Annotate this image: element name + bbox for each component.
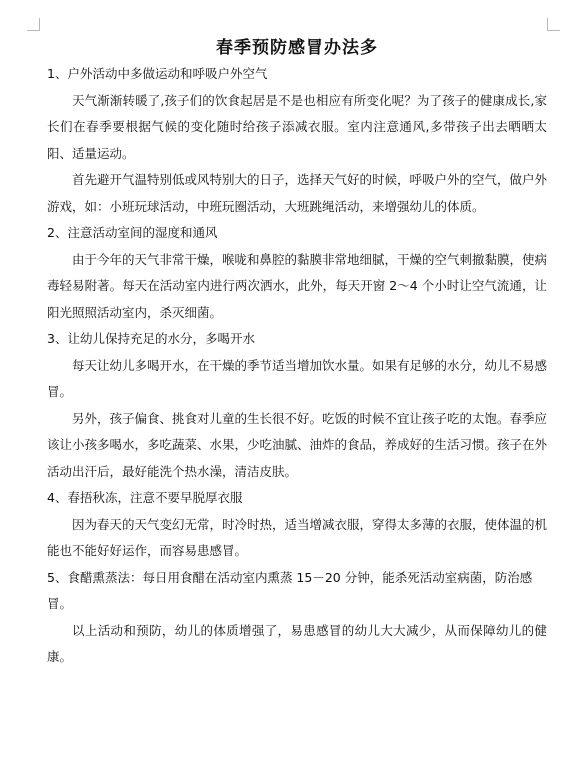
paragraph: 因为春天的天气变幻无常，时冷时热，适当增减衣服，穿得太多薄的衣服，使体温的机能也不能好好运作，而容易患感冒。 (47, 516, 548, 558)
paragraph: 由于今年的天气非常干燥，喉咙和鼻腔的黏膜非常地细腻，干燥的空气刺撤黏膜，使病毒轻易附著。每天在活动室内进行两次洒水，此外，每天开窗 2～4 个小时让空气流通，让阳光照照活动室内，杀灭细菌。 (47, 251, 548, 320)
document-title: 春季预防感冒办法多 (216, 38, 378, 58)
paragraph: 天气渐渐转暖了,孩子们的饮食起居是不是也相应有所变化呢？为了孩子的健康成长,家长们在春季要根据气候的变化随时给孩子添减衣服。室内注意通风,多带孩子出去晒晒太阳、适量运动。 (47, 92, 547, 161)
section-heading: 3、让幼儿保持充足的水分，多喝开水 (47, 331, 255, 346)
document-body (47, 35, 547, 671)
section-heading: 5、食醋熏蒸法：每日用食醋在活动室内熏蒸 15－20 分钟，能杀死活动室病菌，防治感冒。 (47, 569, 533, 611)
paragraph: 首先避开气温特别低或风特别大的日子，选择天气好的时候，呼吸户外的空气，做户外游戏，如：小班玩球活动，中班玩圈活动，大班跳绳活动，来增强幼儿的体质。 (47, 172, 548, 214)
crop-mark-top-right (547, 18, 560, 31)
crop-mark-top-left (27, 18, 40, 31)
section-heading: 2、注意活动室间的湿度和通风 (47, 225, 218, 240)
section-heading: 1、户外活动中多做运动和呼吸户外空气 (47, 66, 268, 81)
section-heading: 4、春捂秋冻，注意不要早脱厚衣服 (47, 490, 243, 505)
paragraph: 每天让幼儿多喝开水，在干燥的季节适当增加饮水量。如果有足够的水分，幼儿不易感冒。 (47, 357, 548, 399)
paragraph: 另外，孩子偏食、挑食对儿童的生长很不好。吃饭的时候不宜让孩子吃的太饱。春季应该让小孩多喝水，多吃蔬菜、水果，少吃油腻、油炸的食品，养成好的生活习惯。孩子在外活动出汗后，最好能洗个热水澡，清洁皮肤。 (47, 410, 548, 479)
paragraph: 以上活动和预防，幼儿的体质增强了，易患感冒的幼儿大大减少，从而保障幼儿的健康。 (47, 622, 547, 664)
